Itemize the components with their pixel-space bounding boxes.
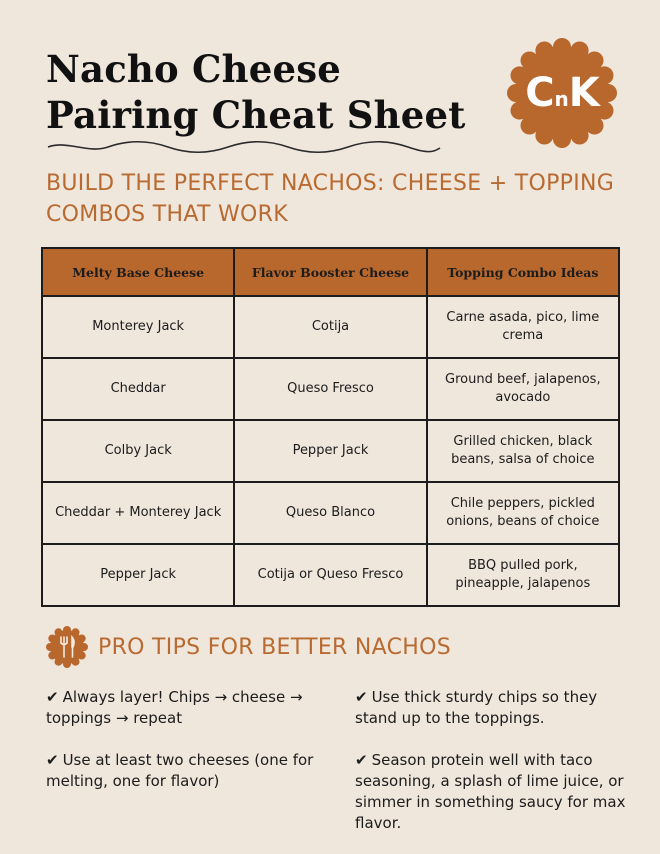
tip-text: Use thick sturdy chips so they stand up to the toppings. [355,688,598,727]
subtitle-line-2: COMBOS THAT WORK [46,202,288,227]
table-row [42,420,619,482]
header-melty-base-cheese: Melty Base Cheese [42,248,234,296]
table-cell: Queso Fresco [234,358,426,420]
squiggle-divider [46,140,442,154]
fork-knife-icon [46,626,88,668]
table-cell: Chile peppers, pickled onions, beans of choice [427,482,619,544]
table-cell: Cheddar [42,358,234,420]
table-cell: Ground beef, jalapenos, avocado [427,358,619,420]
tip-item [355,687,617,729]
table-cell: Queso Blanco [234,482,426,544]
tip-item [355,750,630,834]
tip-item [46,687,336,729]
table-cell: Pepper Jack [42,544,234,606]
table-cell: Colby Jack [42,420,234,482]
table-cell: Grilled chicken, black beans, salsa of choice [427,420,619,482]
pairing-table [41,247,620,607]
table-row [42,358,619,420]
table-row [42,482,619,544]
logo-text [507,38,617,148]
check-icon: ✔ [46,688,59,706]
tip-item [46,750,336,792]
table-cell: Carne asada, pico, lime crema [427,296,619,358]
table-cell: Pepper Jack [234,420,426,482]
title-line-1: Nacho Cheese [46,47,341,91]
table-row [42,544,619,606]
tip-text: Use at least two cheeses (one for melting, one for flavor) [46,751,314,790]
subtitle [46,168,636,230]
check-icon: ✔ [46,751,59,769]
logo-letter-n: n [554,87,568,111]
table-cell: BBQ pulled pork, pineapple, jalapenos [427,544,619,606]
table-row [42,296,619,358]
logo-letter-k: K [568,70,599,116]
table-header-row [42,248,619,296]
header-topping-combo-ideas: Topping Combo Ideas [427,248,619,296]
header-flavor-booster-cheese: Flavor Booster Cheese [234,248,426,296]
tips-title: PRO TIPS FOR BETTER NACHOS [98,634,452,660]
table-cell: Cotija [234,296,426,358]
table-cell: Monterey Jack [42,296,234,358]
table-cell: Cheddar + Monterey Jack [42,482,234,544]
logo [507,38,617,148]
tip-text: Season protein well with taco seasoning, a splash of lime juice, or simmer in something saucy for max flavor. [355,751,626,832]
tips-header [46,626,451,668]
subtitle-line-1: BUILD THE PERFECT NACHOS: CHEESE + TOPPING [46,171,615,196]
check-icon: ✔ [355,751,368,769]
check-icon: ✔ [355,688,368,706]
tip-text: Always layer! Chips → cheese → toppings → repeat [46,688,303,727]
page-title [46,46,486,138]
logo-letter-c: C [525,70,554,116]
title-line-2: Pairing Cheat Sheet [46,93,466,137]
table-cell: Cotija or Queso Fresco [234,544,426,606]
